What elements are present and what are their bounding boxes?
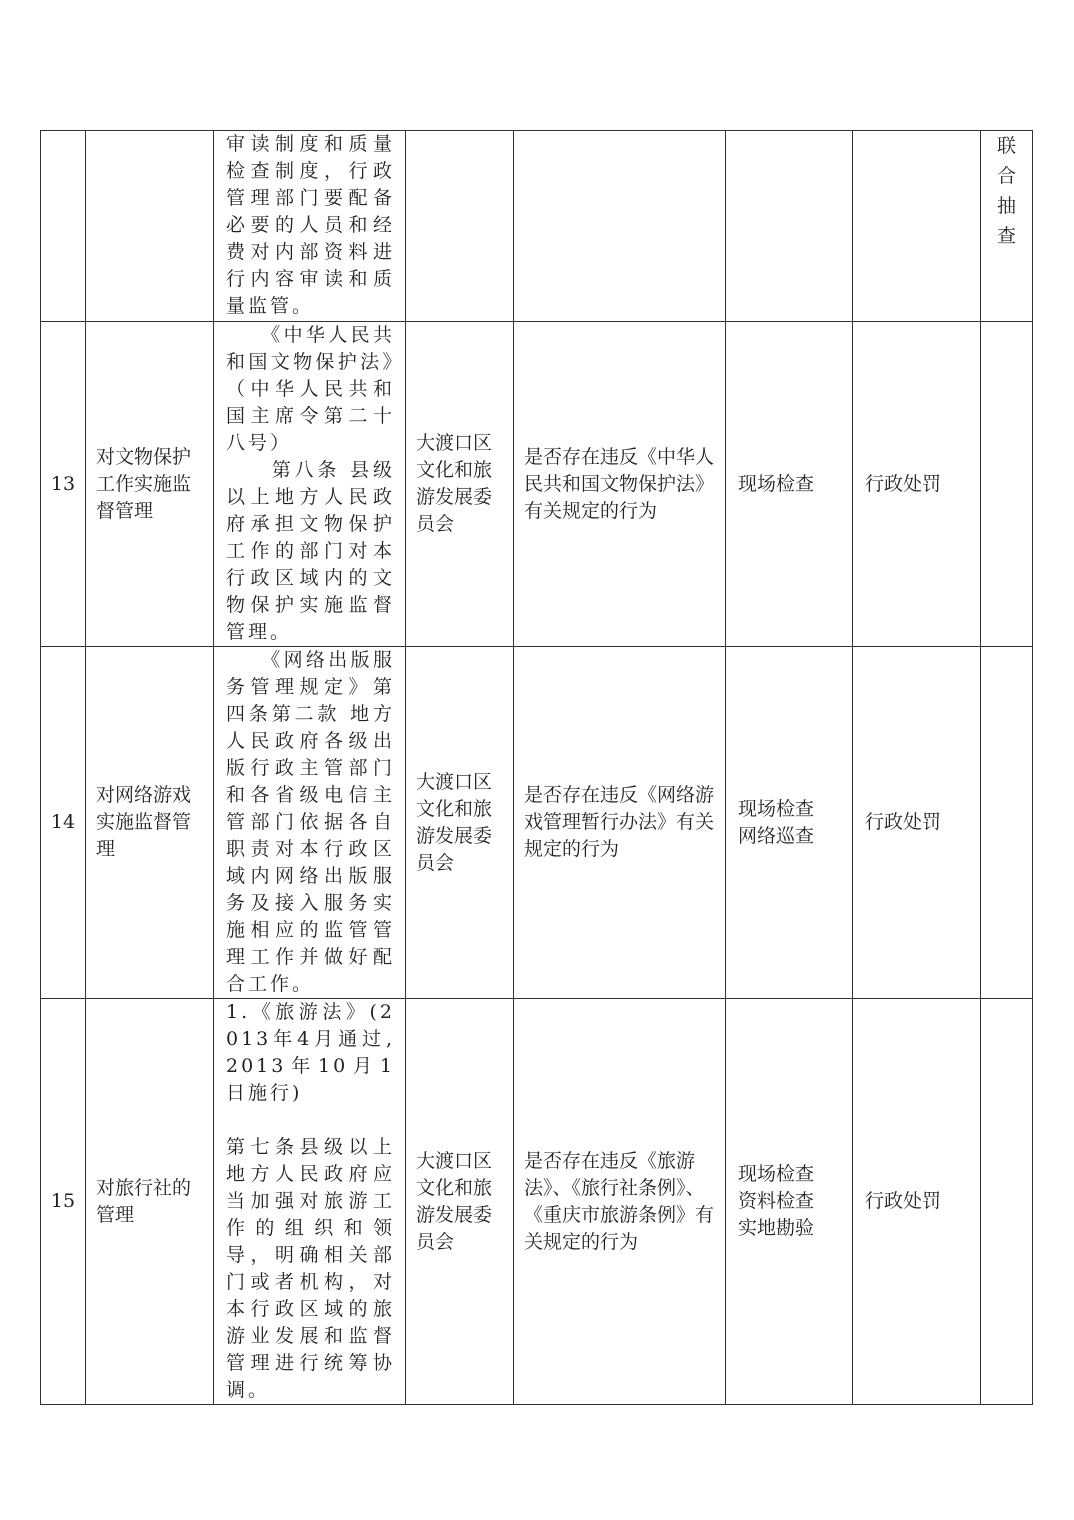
method-line: 现场检查 [738,472,815,495]
method-line: 网络巡查 [738,824,815,847]
remark-text: 联合抽查 [996,135,1016,247]
method-line: 现场检查 [738,797,815,820]
table-row [41,999,1033,1405]
inspection-table [40,130,1033,1405]
method-line: 现场检查 [738,1163,815,1185]
inspection-content [514,131,726,322]
handling-result: 行政处罚 [853,647,981,999]
remark [981,647,1033,999]
responsible-department [406,131,514,322]
inspection-content: 是否存在违反《旅游法》、《旅行社条例》、《重庆市旅游条例》有关规定的行为 [514,999,726,1405]
remark [981,999,1033,1405]
legal-basis-text: 1.《旅游法》(2013年4月通过,2013年10月1日施行) 第七条县级以上地方人民政府应当加强对旅游工作的组织和领导，明确相关部门或者机构，对本行政区域的旅游业发展和监督管理进行统筹协调。 [226,1001,395,1401]
inspection-item: 对网络游戏实施监督管理 [86,647,214,999]
legal-basis-text: 《中华人民共和国文物保护法》（中华人民共和国主席令第二十八号） 第八条 县级以上地方人民政府承担文物保护工作的部门对本行政区域内的文物保护实施监督管理。 [226,324,395,643]
remark [981,322,1033,647]
row-number: 13 [41,322,86,647]
inspection-method [726,131,853,322]
inspection-item: 对旅行社的管理 [86,999,214,1405]
inspection-item: 对文物保护工作实施监督管理 [86,322,214,647]
legal-basis-text: 审读制度和质量检查制度，行政管理部门要配备必要的人员和经费对内部资料进行内容审读和质量监管。 [226,133,395,317]
row-number [41,131,86,322]
inspection-method [726,999,853,1405]
handling-result: 行政处罚 [853,322,981,647]
legal-basis-text: 《网络出版服务管理规定》第四条第二款 地方人民政府各级出版行政主管部门和各省级电信主管部门依据各自职责对本行政区域内网络出版服务及接入服务实施相应的监管管理工作并做好配合工作。 [226,649,395,995]
responsible-department: 大渡口区文化和旅游发展委员会 [406,999,514,1405]
handling-result [853,131,981,322]
method-line: 资料检查 [738,1190,815,1212]
method-line: 实地勘验 [738,1217,815,1239]
legal-basis [214,131,406,322]
inspection-item [86,131,214,322]
inspection-method [726,647,853,999]
table-row [41,131,1033,322]
table-row [41,322,1033,647]
legal-basis [214,999,406,1405]
inspection-content: 是否存在违反《中华人民共和国文物保护法》有关规定的行为 [514,322,726,647]
legal-basis [214,647,406,999]
handling-result: 行政处罚 [853,999,981,1405]
remark [981,131,1033,322]
inspection-method [726,322,853,647]
row-number: 14 [41,647,86,999]
inspection-content: 是否存在违反《网络游戏管理暂行办法》有关规定的行为 [514,647,726,999]
responsible-department: 大渡口区文化和旅游发展委员会 [406,322,514,647]
row-number: 15 [41,999,86,1405]
legal-basis [214,322,406,647]
responsible-department: 大渡口区文化和旅游发展委员会 [406,647,514,999]
table-row [41,647,1033,999]
table-body [41,131,1033,1405]
